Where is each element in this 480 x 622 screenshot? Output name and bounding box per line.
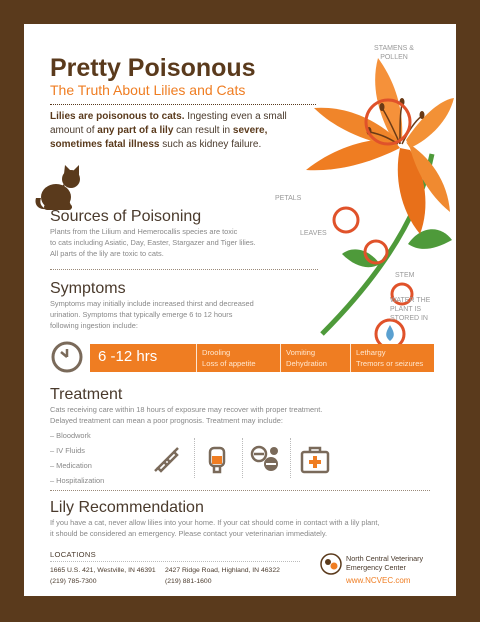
- list-item: – Bloodwork: [50, 431, 91, 440]
- first-aid-kit-icon: [298, 442, 332, 476]
- treatment-text: Cats receiving care within 18 hours of exposure may recover with proper treatment. Delayed treatment can mean a poor prognosis. Treatment may include:: [50, 405, 323, 425]
- petals-label: PETALS: [275, 195, 302, 202]
- water-label: WATER THE PLANT IS STORED IN: [390, 297, 431, 322]
- page-subtitle: The Truth About Lilies and Cats: [50, 82, 246, 98]
- website-link[interactable]: www.NCVEC.com: [346, 576, 411, 585]
- pills-icon: [248, 442, 282, 476]
- location-1: 1665 U.S. 421, Westville, IN 46391 (219) 785-7300: [50, 567, 156, 585]
- treatment-list: [50, 428, 104, 488]
- divider: [50, 561, 300, 562]
- ncvec-logo-icon: [320, 553, 342, 575]
- sources-heading: Sources of Poisoning: [50, 208, 202, 225]
- divider: [50, 269, 318, 270]
- clock-icon: [50, 340, 84, 374]
- symptoms-bar: [90, 344, 434, 372]
- divider: [50, 490, 430, 491]
- divider: [280, 344, 281, 372]
- locations-label: LOCATIONS: [50, 550, 97, 559]
- divider: [194, 438, 195, 478]
- divider: [196, 344, 197, 372]
- title-divider: [50, 104, 316, 105]
- list-item: – Hospitalization: [50, 476, 105, 485]
- stem-label: STEM: [395, 272, 415, 279]
- list-item: – IV Fluids: [50, 446, 85, 455]
- symptoms-hours: 6 -12 hrs: [98, 348, 158, 365]
- infographic-card: [24, 24, 456, 596]
- symptom-group: Vomiting Dehydration: [286, 348, 327, 368]
- divider: [350, 344, 351, 372]
- intro-paragraph: Lilies are poisonous to cats. Ingesting even a small amount of any part of a lily can result in severe, sometimes fatal illness such as kidney failure.: [50, 111, 287, 150]
- list-item: – Medication: [50, 461, 92, 470]
- symptom-group: Drooling Loss of appetite: [202, 348, 256, 368]
- location-2: 2427 Ridge Road, Highland, IN 46322 (219) 881-1600: [165, 567, 280, 585]
- sources-text: Plants from the Lilium and Hemerocallis species are toxic to cats including Asiatic, Day, Easter, Stargazer and Tiger lilies. All parts of the lily are toxic to cats.: [50, 227, 256, 258]
- stamens-label: STAMENS & POLLEN: [374, 45, 414, 61]
- symptom-group: Lethargy Tremors or seizures: [356, 348, 424, 368]
- recommendation-heading: Lily Recommendation: [50, 499, 204, 516]
- page-title: Pretty Poisonous: [50, 54, 256, 82]
- iv-bag-icon: [200, 442, 234, 476]
- leaves-label: LEAVES: [300, 230, 327, 237]
- recommendation-text: If you have a cat, never allow lilies into your home. If your cat should come in contact with a lily plant, it should be considered an emergency. Please contact your veterinarian immediately.: [50, 518, 380, 538]
- cat-silhouette-icon: [34, 164, 88, 212]
- divider: [290, 438, 291, 478]
- symptoms-text: Symptoms may initially include increased thirst and decreased urination. Symptoms that typically emerge 6 to 12 hours following ingestion include:: [50, 299, 254, 330]
- thermometer-icon: [150, 442, 184, 476]
- treatment-heading: Treatment: [50, 386, 123, 403]
- divider: [242, 438, 243, 478]
- org-name: North Central Veterinary Emergency Center: [346, 554, 424, 572]
- symptoms-heading: Symptoms: [50, 280, 126, 297]
